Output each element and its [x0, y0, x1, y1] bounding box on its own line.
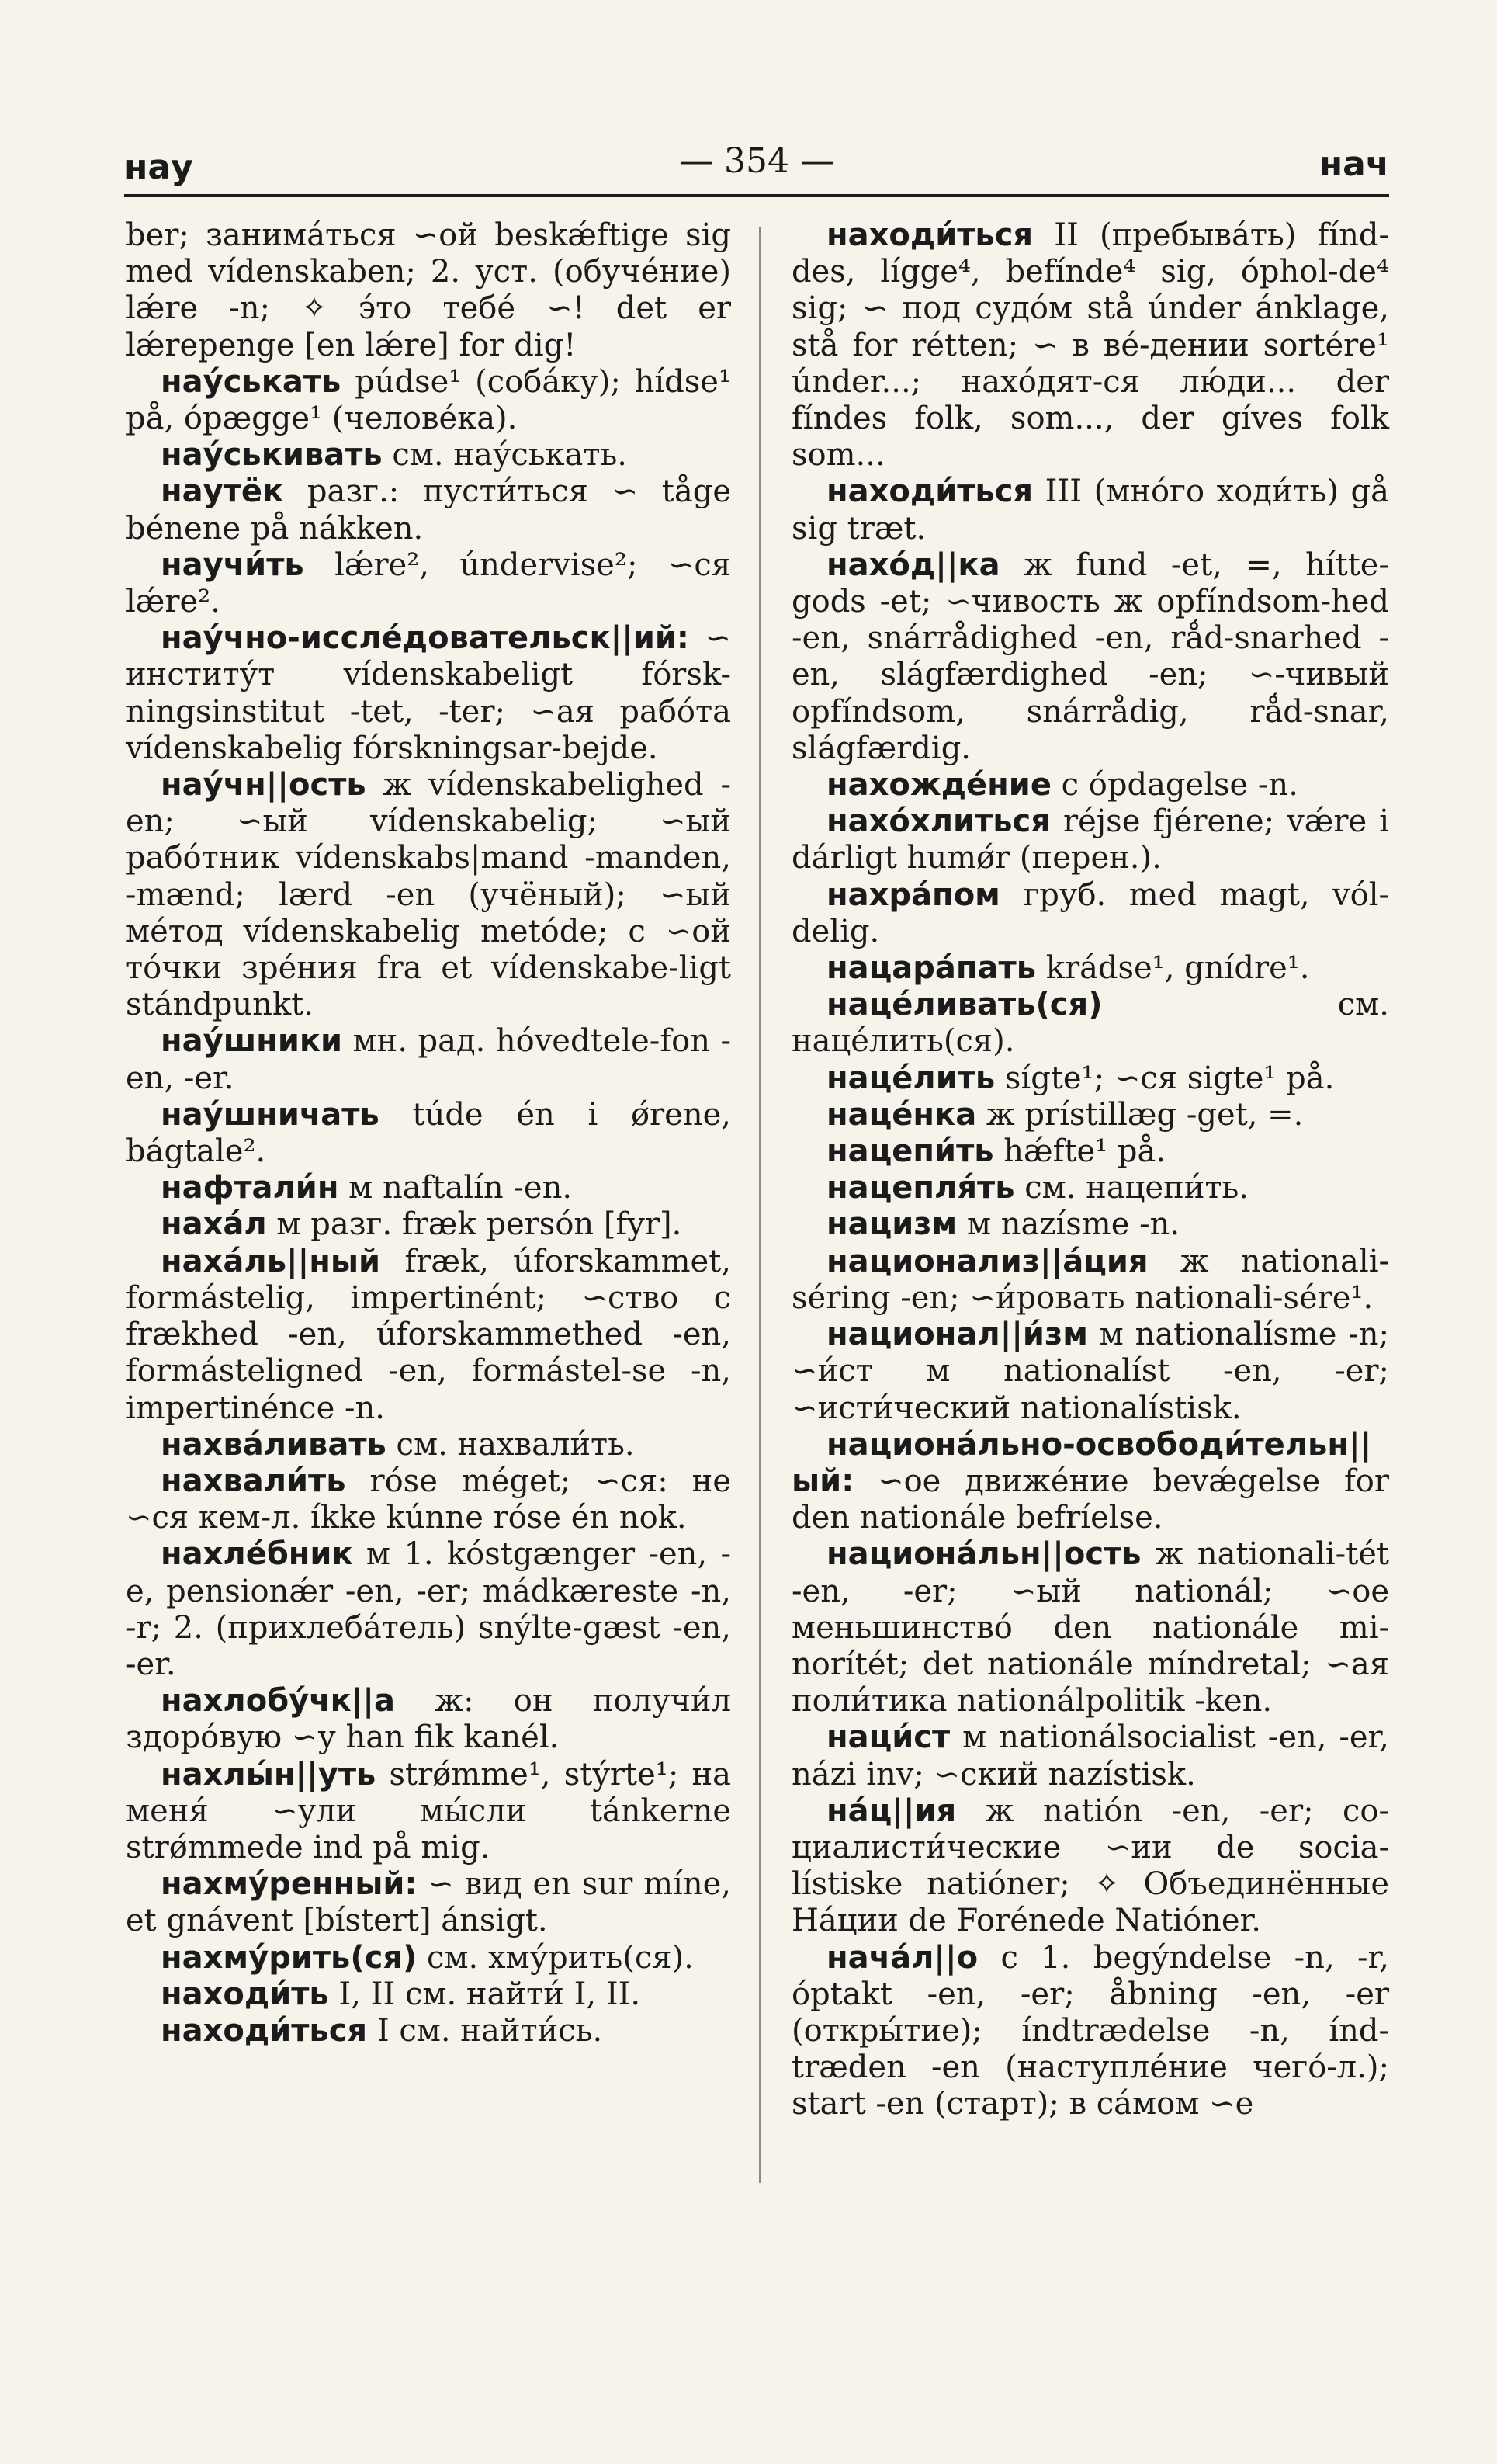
dictionary-entry: нахле́бник м 1. kóstgænger -en, -e, pensionǽr -en, -er; mádkæreste -n, -r; 2. (прихлеба́тель) snýlte-gæst -en, -er.: [126, 1536, 731, 1682]
dictionary-entry: наутёк разг.: пусти́ться ∽ tåge bénene på nákken.: [126, 474, 731, 547]
dictionary-entry: находи́ться III (мно́го ходи́ть) gå sig træt.: [792, 474, 1389, 547]
page-number: — 354 —: [679, 141, 834, 181]
dictionary-entry: ber; занима́ться ∽ой beskǽftige sig med vídenskaben; 2. уст. (обуче́ние) lǽre -n; ✧ э́то тебе́ ∽! det er lǽrepenge [en lǽre] for dig!: [126, 217, 731, 363]
dictionary-entry: нацара́пать krádse¹, gnídre¹.: [826, 950, 1310, 987]
dictionary-entry: нау́ськать púdse¹ (соба́ку); hídse¹ på, ópægge¹ (челове́ка).: [126, 363, 731, 437]
dictionary-entry: наци́ст м nationálsocialist -en, -er, názi inv; ∽ский nazístisk.: [792, 1720, 1389, 1792]
header-left-guide-word: нау: [124, 147, 193, 187]
dictionary-entry: нацизм м nazísme -n.: [826, 1206, 1180, 1243]
dictionary-entry: нахва́ливать см. нахвали́ть.: [161, 1426, 635, 1463]
dictionary-entry: национа́льно-освободи́тельн||ый: ∽ое движе́ние bevǽgelse for den nationále befríelse.: [792, 1426, 1389, 1536]
header-right-guide-word: нач: [1319, 144, 1389, 184]
dictionary-entry: национализ||а́ция ж nationali-séring -en; ∽и́ровать nationali-sére¹.: [792, 1243, 1389, 1316]
dictionary-entry: наха́л м разг. fræk persón [fyr].: [161, 1206, 682, 1243]
dictionary-entry: находи́ться II (пребыва́ть) fínd-des, lígge⁴, befínde⁴ sig, óphol-de⁴ sig; ∽ под судо́м stå únder ánklage, stå for rétten; ∽ в ве́-дении sortére¹ únder...; нахо́дят-ся лю́ди... der fíndes folk, som..., der gíves folk som...: [792, 217, 1389, 474]
dictionary-entry: находи́ться I см. найти́сь.: [161, 2012, 603, 2049]
dictionary-entry: наце́ливать(ся) см. наце́лить(ся).: [792, 987, 1389, 1060]
column-separator: [759, 227, 761, 2183]
dictionary-entry: нахвали́ть róse méget; ∽ся: не ∽ся кем-л. íkke kúnne róse én nok.: [126, 1463, 731, 1536]
dictionary-entry: наце́лить sígte¹; ∽ся sigte¹ på.: [826, 1060, 1335, 1096]
dictionary-entry: нацепи́ть hǽfte¹ på.: [826, 1133, 1166, 1170]
dictionary-entry: нау́ськивать см. нау́ськать.: [161, 437, 628, 474]
dictionary-entry: наце́нка ж prístillæg -get, =.: [826, 1096, 1304, 1133]
dictionary-entry: нахо́д||ка ж fund -et, =, hítte-gods -et; ∽чивость ж opfíndsom-hed -en, snárrådighed -en, rǻd-snarhed -en, slágfærdighed -en; ∽-чивый opfíndsom, snárrådig, rǻd-snar, slágfærdig.: [792, 547, 1389, 766]
dictionary-entry: нахму́рить(ся) см. хму́рить(ся).: [161, 1939, 694, 1976]
left-column: [126, 217, 731, 2049]
dictionary-entry: нафтали́н м naftalín -en.: [161, 1170, 573, 1206]
dictionary-entry: нау́чно-иссле́довательск||ий: ∽ институ́т vídenskabeligt fórsk-ningsinstitut -tet, -ter; ∽ая рабо́та vídenskabelig fórskningsar-bejde.: [126, 620, 731, 766]
dictionary-entry: национа́льн||ость ж nationali-tét -en, -er; ∽ый nationál; ∽ое меньшинство́ den nationále mi-norítét; det nationále míndretal; ∽ая поли́тика nationálpolitik -ken.: [792, 1536, 1389, 1720]
dictionary-entry: нау́шники мн. рад. hóvedtele-fon -en, -er.: [126, 1023, 731, 1096]
dictionary-entry: нахлобу́чк||а ж: он получи́л здоро́вую ∽у han fik kanél.: [126, 1683, 731, 1756]
dictionary-entry: нахожде́ние с ópdagelse -n.: [826, 767, 1298, 803]
dictionary-entry: научи́ть lǽre², úndervise²; ∽ся lǽre².: [126, 547, 731, 620]
dictionary-entry: национал||и́зм м nationalísme -n; ∽и́ст м nationalíst -en, -er; ∽исти́ческий nationalístisk.: [792, 1317, 1389, 1426]
right-column: [792, 217, 1389, 2123]
dictionary-entry: нахра́пом груб. med magt, vól-delig.: [792, 876, 1389, 949]
dictionary-entry: нахо́хлиться réjse fjérene; vǽre i dárligt humǿr (перен.).: [792, 803, 1389, 876]
dictionary-entry: нача́л||о с 1. begýndelse -n, -r, óptakt -en, -er; åbning -en, -er (откры́тие); índtrædelse -n, índ-træden -en (наступле́ние чего́-л.); start -en (старт); в са́мом ∽е: [792, 1939, 1389, 2122]
page-header: [124, 140, 1389, 202]
header-rule: [124, 194, 1389, 197]
dictionary-entry: нау́чн||ость ж vídenskabelighed -en; ∽ый vídenskabelig; ∽ый рабо́тник vídenskabs|mand -manden, -mænd; lærd -en (учёный); ∽ый ме́тод vídenskabelig metóde; с ∽ой то́чки зре́ния fra et vídenskabe-ligt stándpunkt.: [126, 767, 731, 1023]
dictionary-entry: нахлы́н||уть strǿmme¹, stýrte¹; на меня́ ∽ули мы́сли tánkerne strǿmmede ind på mig.: [126, 1756, 731, 1865]
dictionary-entry: нацепля́ть см. нацепи́ть.: [826, 1170, 1249, 1206]
dictionary-entry: находи́ть I, II см. найти́ I, II.: [161, 1976, 641, 2012]
dictionary-entry: наха́ль||ный fræk, úforskammet, formástelig, impertinént; ∽ство с frækhed -en, úforskammethed -en, formásteligned -en, formástel-se -n, impertinénce -n.: [126, 1243, 731, 1426]
dictionary-entry: нахму́ренный: ∽ вид en sur míne, et gnávent [bístert] ánsigt.: [126, 1866, 731, 1939]
dictionary-entry: нау́шничать túde én i ǿrene, bágtale².: [126, 1096, 731, 1170]
dictionary-entry: на́ц||ия ж natión -en, -er; со-циалисти́ческие ∽ии de socia-lístiske natióner; ✧ Объединённые На́ции de Forénede Natióner.: [792, 1792, 1389, 1939]
